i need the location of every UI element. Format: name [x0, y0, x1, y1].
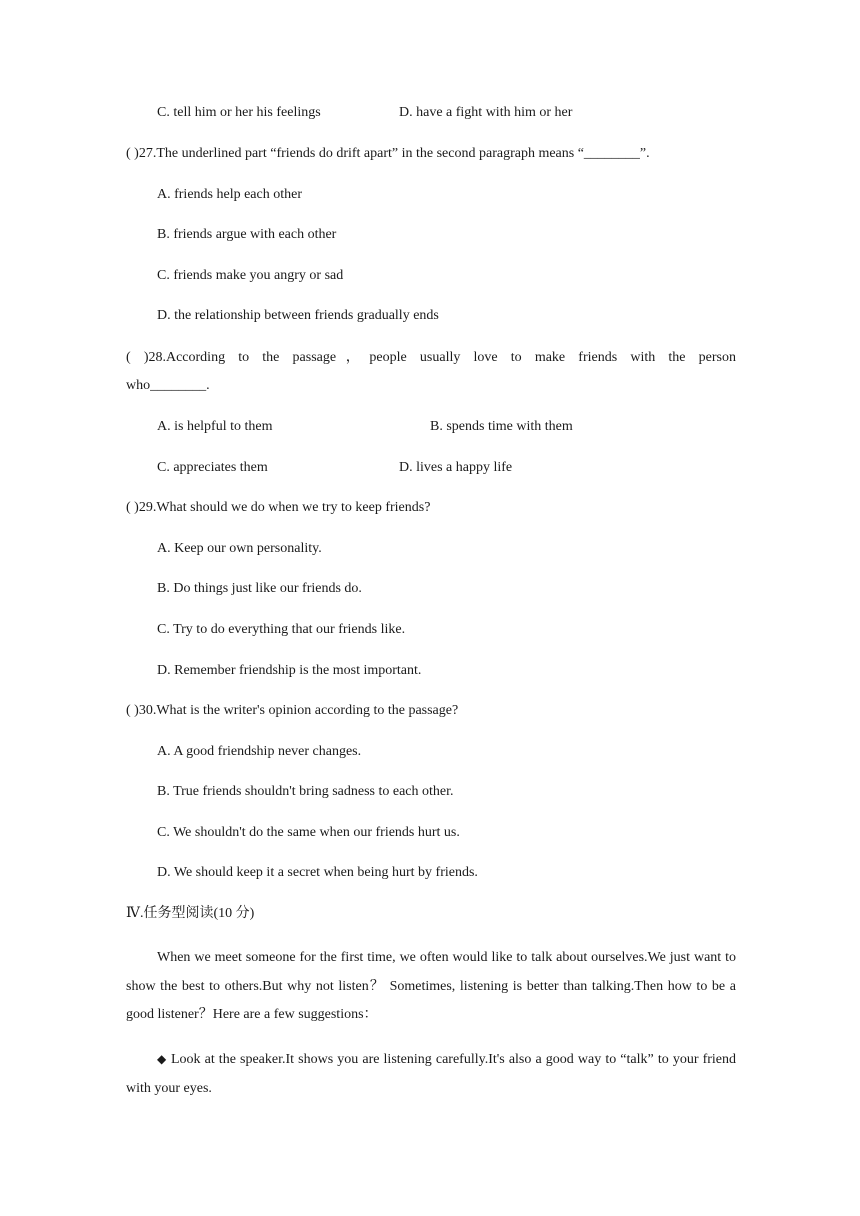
q30-option-b: B. True friends shouldn't bring sadness to each other.	[157, 784, 454, 799]
suggestion-bullet	[126, 1045, 736, 1103]
q27-stem: ( )27.The underlined part “friends do drift apart” in the second paragraph means “________”.	[126, 146, 650, 161]
reading-paragraph: When we meet someone for the first time, we often would like to talk about ourselves.We just want to show the best to others.But why not listen？ Sometimes, listening is better than talking.Then how to be a good listener？Here are a few suggestions：	[126, 950, 736, 1022]
q29-stem: ( )29.What should we do when we try to keep friends?	[126, 500, 431, 515]
q29-option-a: A. Keep our own personality.	[157, 541, 322, 556]
q30-option-a: A. A good friendship never changes.	[157, 744, 362, 759]
q30-option-d: D. We should keep it a secret when being hurt by friends.	[157, 865, 478, 880]
q30-option-c: C. We shouldn't do the same when our friends hurt us.	[157, 825, 460, 840]
suggestion-text: Look at the speaker.It shows you are listening carefully.It's also a good way to “talk” to your friend with your eyes.	[126, 1052, 737, 1096]
q29-option-d: D. Remember friendship is the most important.	[157, 663, 422, 678]
section-heading: Ⅳ.任务型阅读(10 分)	[126, 906, 255, 921]
q28-stem-line2: who________.	[126, 378, 210, 393]
q28-option-b: B. spends time with them	[430, 419, 573, 434]
q28-option-a: A. is helpful to them	[157, 419, 273, 434]
diamond-bullet-icon: ◆	[157, 1052, 167, 1066]
q26-option-c: C. tell him or her his feelings	[157, 105, 321, 120]
q27-option-d: D. the relationship between friends gradually ends	[157, 308, 439, 323]
q28-option-c: C. appreciates them	[157, 460, 268, 475]
q28-option-d: D. lives a happy life	[399, 460, 513, 475]
q29-option-c: C. Try to do everything that our friends like.	[157, 622, 406, 637]
q29-option-b: B. Do things just like our friends do.	[157, 581, 362, 596]
q26-option-d: D. have a fight with him or her	[399, 105, 573, 120]
q30-stem: ( )30.What is the writer's opinion according to the passage?	[126, 703, 459, 718]
q27-option-c: C. friends make you angry or sad	[157, 268, 344, 283]
q27-option-b: B. friends argue with each other	[157, 227, 337, 242]
q28-stem-line1: ( )28.According to the passage，people usually love to make friends with the person	[126, 350, 736, 365]
q27-option-a: A. friends help each other	[157, 187, 302, 202]
